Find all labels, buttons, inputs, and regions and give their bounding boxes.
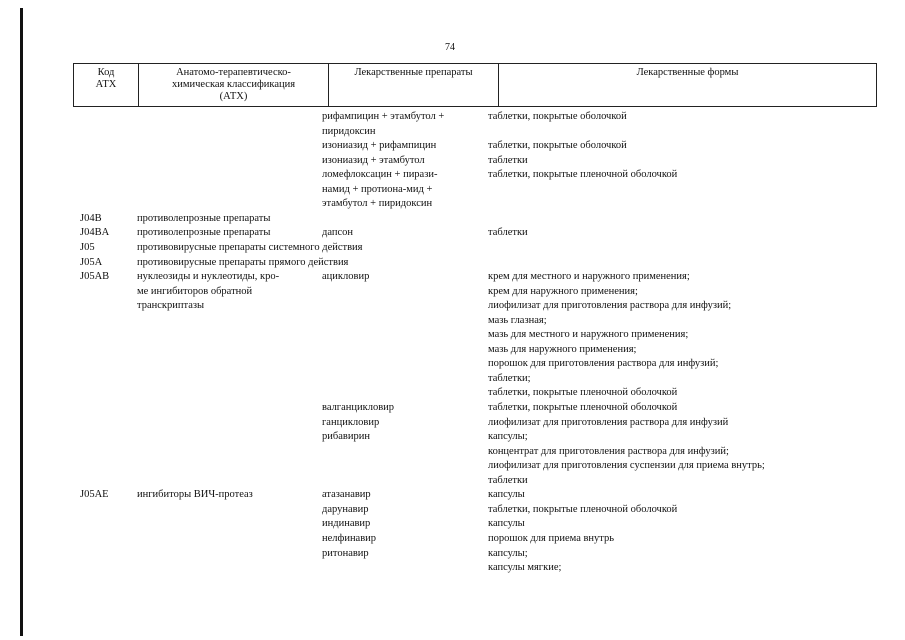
row-drug: изониазид + этамбутол xyxy=(322,154,425,166)
row-form: таблетки, покрытые пленочной оболочкой xyxy=(488,503,678,515)
row-classification: противолепрозные препараты xyxy=(137,212,271,224)
row-drug: ломефлоксацин + пирази- намид + протиона-мид + этамбутол + пиридоксин xyxy=(322,169,438,210)
row-code: J05A xyxy=(80,256,103,268)
header-drugs: Лекарственные препараты xyxy=(329,64,499,107)
row-drug: нелфинавир xyxy=(322,532,377,544)
row-form: таблетки, покрытые пленочной оболочкой xyxy=(488,169,678,181)
row-drug: индинавир xyxy=(322,518,371,530)
row-code: J05AE xyxy=(80,489,109,501)
header-forms: Лекарственные формы xyxy=(499,64,877,107)
row-drug: ацикловир xyxy=(322,271,370,283)
row-code: J04B xyxy=(80,212,102,224)
table-header xyxy=(73,63,877,107)
row-form: порошок для приема внутрь xyxy=(488,532,615,544)
row-classification: противовирусные препараты прямого действия xyxy=(137,256,349,268)
page-number: 74 xyxy=(445,42,455,53)
row-form: таблетки, покрытые оболочкой xyxy=(488,140,627,152)
row-drug: дапсон xyxy=(322,227,354,239)
row-drug: ритонавир xyxy=(322,547,369,559)
header-classification: Анатомо-терапевтическо- химическая классификация (АТХ) xyxy=(139,64,329,107)
row-form: таблетки xyxy=(488,154,528,166)
row-form: крем для местного и наружного применения; крем для наружного применения; лиофилизат для приготовления раствора для инфузий; мазь глазная; мазь для местного и наружного применения; мазь для наружного применения; порошок для приготовления раствора для инфузий; таблетки; таблетки, покрытые пленочной оболочкой xyxy=(488,271,732,399)
row-code: J05AB xyxy=(80,271,110,283)
row-drug: атазанавир xyxy=(322,489,371,501)
row-drug: валганцикловир xyxy=(322,402,395,413)
row-drug: ганцикловир xyxy=(322,416,380,428)
row-drug: рифампицин + этамбутол + пиридоксин xyxy=(322,111,445,137)
row-drug: изониазид + рифампицин xyxy=(322,140,437,152)
row-classification: противовирусные препараты системного действия xyxy=(137,241,363,253)
row-form: капсулы; капсулы мягкие; xyxy=(488,547,562,573)
row-form: капсулы; концентрат для приготовления раствора для инфузий; лиофилизат для приготовления суспензии для приема внутрь; таблетки xyxy=(488,431,765,486)
binding-edge xyxy=(20,8,23,636)
row-form: лиофилизат для приготовления раствора для инфузий xyxy=(488,416,729,428)
row-classification: нуклеозиды и нуклеотиды, кро- ме ингибиторов обратной транскриптазы xyxy=(137,271,280,312)
row-form: капсулы xyxy=(488,489,525,501)
row-drug: рибавирин xyxy=(322,431,370,443)
row-code: J05 xyxy=(80,241,95,253)
header-code: Код АТХ xyxy=(74,64,139,107)
row-form: таблетки, покрытые оболочкой xyxy=(488,111,627,122)
row-form: капсулы xyxy=(488,518,525,530)
row-classification: противолепрозные препараты xyxy=(137,227,271,239)
row-form: таблетки, покрытые пленочной оболочкой xyxy=(488,402,678,413)
row-form: таблетки xyxy=(488,227,528,239)
row-code: J04BA xyxy=(80,227,110,239)
row-classification: ингибиторы ВИЧ-протеаз xyxy=(137,489,253,501)
row-drug: дарунавир xyxy=(322,503,369,515)
